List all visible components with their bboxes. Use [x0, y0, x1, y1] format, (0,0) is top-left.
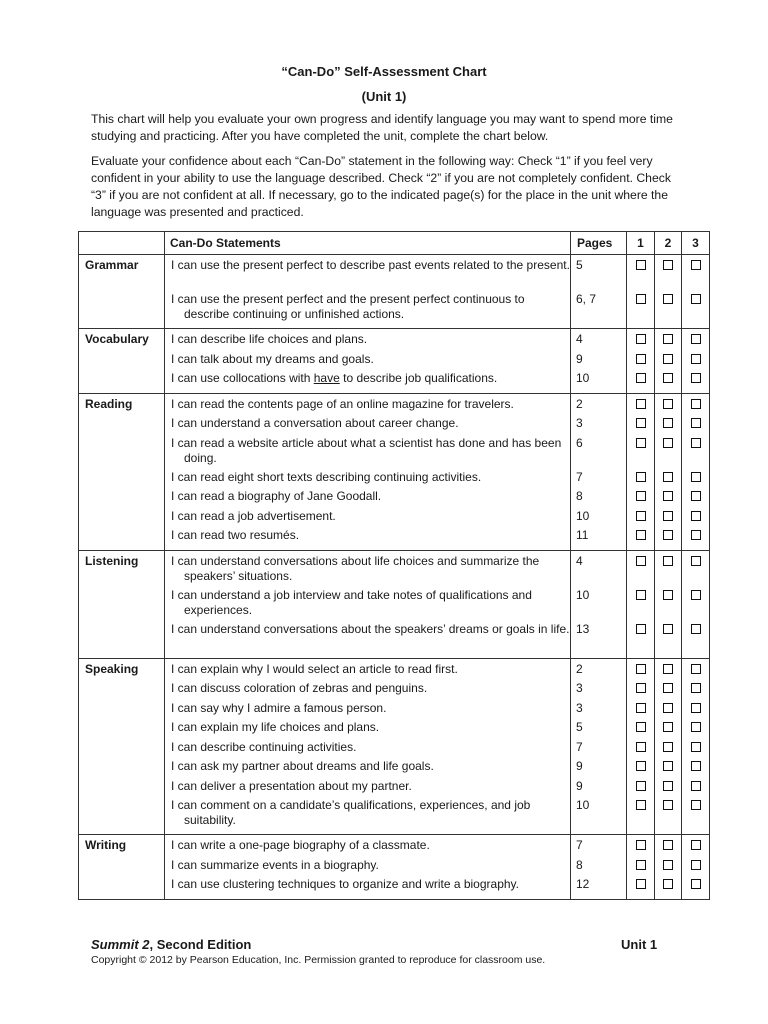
- page-reference: 6: [576, 435, 583, 450]
- confidence-3-checkbox[interactable]: [691, 742, 701, 752]
- confidence-2-checkbox[interactable]: [663, 860, 673, 870]
- statement: [165, 397, 570, 417]
- confidence-2-checkbox[interactable]: [663, 781, 673, 791]
- pages-cell: [571, 255, 627, 329]
- confidence-3-checkbox[interactable]: [691, 418, 701, 428]
- checkbox-slot: [682, 528, 709, 548]
- checkbox-slot: [655, 701, 681, 721]
- statement-text: I can understand conversations about the speakers’ dreams or goals in life.: [171, 621, 570, 636]
- statement-text: I can read a job advertisement.: [171, 508, 336, 523]
- confidence-2-checkbox[interactable]: [663, 624, 673, 634]
- page-reference: 9: [576, 778, 583, 793]
- statement: [165, 554, 570, 588]
- statement-text: I can summarize events in a biography.: [171, 857, 379, 872]
- confidence-3-checkbox[interactable]: [691, 800, 701, 810]
- table-row: [79, 550, 710, 658]
- page-reference: 12: [576, 877, 590, 891]
- confidence-3-checkbox[interactable]: [691, 472, 701, 482]
- confidence-2-checkbox[interactable]: [663, 761, 673, 771]
- page-reference: 2: [576, 661, 583, 676]
- checkbox-slot: [655, 740, 681, 760]
- confidence-2-checkbox[interactable]: [663, 556, 673, 566]
- confidence-3-checkbox[interactable]: [691, 260, 701, 270]
- self-assessment-table: [78, 231, 710, 900]
- checkbox-column-3: [682, 393, 710, 550]
- table-row: [79, 658, 710, 835]
- checkbox-slot: [627, 470, 654, 490]
- footer-unit: Unit 1: [621, 937, 658, 952]
- confidence-2-checkbox[interactable]: [663, 472, 673, 482]
- checkbox-slot: [627, 622, 654, 656]
- confidence-1-checkbox[interactable]: [636, 354, 646, 364]
- checkbox-slot: [627, 588, 654, 622]
- statement: [165, 701, 570, 721]
- statement-underlined-word: have: [313, 371, 340, 385]
- statement-text: I can comment on a candidate’s qualifications, experiences, and job suitability.: [171, 798, 531, 827]
- page-reference: 4: [576, 553, 583, 568]
- checkbox-slot: [655, 352, 681, 372]
- checkbox-slot: [655, 681, 681, 701]
- statement-text: I can understand conversations about life choices and summarize the speakers’ situations.: [171, 553, 540, 583]
- checkbox-column-1: [627, 329, 655, 394]
- confidence-1-checkbox[interactable]: [636, 683, 646, 693]
- confidence-1-checkbox[interactable]: [636, 472, 646, 482]
- checkbox-slot: [682, 509, 709, 529]
- confidence-1-checkbox[interactable]: [636, 590, 646, 600]
- checkbox-column-1: [627, 255, 655, 329]
- confidence-1-checkbox[interactable]: [636, 800, 646, 810]
- statement-text: I can say why I admire a famous person.: [171, 700, 387, 715]
- category-cell: Speaking: [79, 658, 165, 835]
- page-reference: 9: [576, 759, 583, 773]
- confidence-1-checkbox[interactable]: [636, 334, 646, 344]
- book-title-name: Summit 2: [91, 937, 150, 952]
- checkbox-column-1: [627, 658, 655, 835]
- checkbox-slot: [655, 588, 681, 622]
- confidence-3-checkbox[interactable]: [691, 879, 701, 889]
- page-reference: 6, 7: [576, 292, 597, 306]
- statement: [165, 371, 570, 391]
- checkbox-slot: [655, 436, 681, 470]
- page-reference: 7: [576, 838, 583, 852]
- statements-cell: [165, 329, 571, 394]
- confidence-2-checkbox[interactable]: [663, 511, 673, 521]
- page-reference: 2: [576, 396, 583, 411]
- confidence-3-checkbox[interactable]: [691, 530, 701, 540]
- statement: [165, 258, 570, 292]
- page-reference: 5: [576, 720, 583, 734]
- checkbox-slot: [682, 838, 709, 858]
- confidence-1-checkbox[interactable]: [636, 530, 646, 540]
- checkbox-slot: [627, 798, 654, 832]
- confidence-1-checkbox[interactable]: [636, 373, 646, 383]
- category-cell: Writing: [79, 835, 165, 900]
- checkbox-slot: [682, 759, 709, 779]
- book-title: [91, 937, 251, 952]
- checkbox-slot: [655, 662, 681, 682]
- confidence-3-checkbox[interactable]: [691, 294, 701, 304]
- checkbox-slot: [655, 798, 681, 832]
- page-reference: 3: [576, 681, 583, 695]
- page-reference: 10: [576, 798, 590, 812]
- statement-text: I can understand a conversation about career change.: [171, 416, 459, 430]
- checkbox-slot: [627, 332, 654, 352]
- table-row: [79, 255, 710, 329]
- checkbox-slot: [655, 509, 681, 529]
- checkbox-column-2: [655, 393, 682, 550]
- page-reference: 4: [576, 332, 583, 346]
- pages-cell: [571, 658, 627, 835]
- confidence-2-checkbox[interactable]: [663, 418, 673, 428]
- confidence-1-checkbox[interactable]: [636, 840, 646, 850]
- statement: [165, 509, 570, 529]
- page-reference: 13: [576, 621, 590, 636]
- category-header: [79, 232, 165, 255]
- checkbox-slot: [655, 470, 681, 490]
- checkbox-slot: [682, 779, 709, 799]
- page-reference: 11: [576, 528, 589, 542]
- checkbox-slot: [655, 759, 681, 779]
- confidence-2-checkbox[interactable]: [663, 879, 673, 889]
- book-edition: , Second Edition: [149, 937, 252, 952]
- statements-cell: [165, 658, 571, 835]
- confidence-2-checkbox[interactable]: [663, 438, 673, 448]
- table-row: [79, 393, 710, 550]
- confidence-1-checkbox[interactable]: [636, 664, 646, 674]
- copyright-notice: Copyright © 2012 by Pearson Education, Inc. Permission granted to reproduce for classroom use.: [91, 954, 546, 966]
- column-2-header: 2: [655, 232, 682, 255]
- statement: [165, 588, 570, 622]
- confidence-3-checkbox[interactable]: [691, 840, 701, 850]
- confidence-2-checkbox[interactable]: [663, 664, 673, 674]
- checkbox-slot: [627, 838, 654, 858]
- page-reference: 10: [576, 508, 590, 523]
- statement-text: I can use clustering techniques to organize and write a biography.: [171, 877, 519, 891]
- statement: [165, 662, 570, 682]
- confidence-3-checkbox[interactable]: [691, 438, 701, 448]
- checkbox-column-3: [682, 550, 710, 658]
- checkbox-slot: [682, 397, 709, 417]
- confidence-1-checkbox[interactable]: [636, 860, 646, 870]
- statement-text: I can explain why I would select an article to read first.: [171, 661, 458, 676]
- checkbox-slot: [627, 436, 654, 470]
- statement-text-part: I can use collocations with: [171, 371, 314, 385]
- confidence-3-checkbox[interactable]: [691, 354, 701, 364]
- checkbox-slot: [627, 528, 654, 548]
- checkbox-slot: [627, 371, 654, 391]
- checkbox-column-3: [682, 658, 710, 835]
- page-reference: 7: [576, 469, 583, 484]
- column-3-header: 3: [682, 232, 710, 255]
- page-reference: 10: [576, 371, 590, 385]
- statements-cell: [165, 255, 571, 329]
- checkbox-slot: [682, 740, 709, 760]
- category-cell: Reading: [79, 393, 165, 550]
- checkbox-column-2: [655, 835, 682, 900]
- checkbox-slot: [627, 877, 654, 897]
- page-reference: 10: [576, 587, 590, 602]
- confidence-3-checkbox[interactable]: [691, 491, 701, 501]
- statements-cell: [165, 835, 571, 900]
- checkbox-slot: [627, 662, 654, 682]
- confidence-2-checkbox[interactable]: [663, 742, 673, 752]
- table-row: [79, 329, 710, 394]
- confidence-2-checkbox[interactable]: [663, 294, 673, 304]
- statement: [165, 622, 570, 656]
- category-cell: Grammar: [79, 255, 165, 329]
- checkbox-slot: [682, 258, 709, 292]
- statement-text: I can use the present perfect to describe past events related to the present.: [171, 258, 570, 272]
- checkbox-slot: [627, 720, 654, 740]
- statement: [165, 779, 570, 799]
- checkbox-slot: [682, 877, 709, 897]
- statement: [165, 759, 570, 779]
- page-reference: 8: [576, 857, 583, 872]
- checkbox-slot: [655, 779, 681, 799]
- checkbox-column-2: [655, 255, 682, 329]
- confidence-3-checkbox[interactable]: [691, 590, 701, 600]
- confidence-2-checkbox[interactable]: [663, 683, 673, 693]
- statement-text: I can ask my partner about dreams and life goals.: [171, 759, 434, 773]
- confidence-3-checkbox[interactable]: [691, 722, 701, 732]
- statement: [165, 528, 570, 548]
- checkbox-slot: [682, 332, 709, 352]
- page-reference: 7: [576, 739, 583, 754]
- checkbox-column-2: [655, 550, 682, 658]
- checkbox-slot: [682, 622, 709, 656]
- confidence-3-checkbox[interactable]: [691, 373, 701, 383]
- confidence-1-checkbox[interactable]: [636, 761, 646, 771]
- confidence-1-checkbox[interactable]: [636, 260, 646, 270]
- statements-cell: [165, 550, 571, 658]
- page-reference: 8: [576, 489, 583, 503]
- confidence-3-checkbox[interactable]: [691, 761, 701, 771]
- page-reference: 3: [576, 700, 583, 715]
- statement: [165, 798, 570, 832]
- confidence-2-checkbox[interactable]: [663, 590, 673, 600]
- checkbox-slot: [627, 701, 654, 721]
- checkbox-slot: [682, 554, 709, 588]
- confidence-2-checkbox[interactable]: [663, 491, 673, 501]
- table-row: [79, 835, 710, 900]
- confidence-2-checkbox[interactable]: [663, 373, 673, 383]
- checkbox-slot: [655, 720, 681, 740]
- confidence-1-checkbox[interactable]: [636, 742, 646, 752]
- checkbox-column-2: [655, 329, 682, 394]
- checkbox-slot: [682, 352, 709, 372]
- statement-text: I can read the contents page of an online magazine for travelers.: [171, 396, 514, 411]
- checkbox-column-2: [655, 658, 682, 835]
- statement: [165, 470, 570, 490]
- checkbox-slot: [627, 352, 654, 372]
- confidence-1-checkbox[interactable]: [636, 879, 646, 889]
- statement-text: I can explain my life choices and plans.: [171, 720, 380, 734]
- statement-text: [171, 371, 570, 386]
- checkbox-slot: [682, 588, 709, 622]
- pages-cell: [571, 329, 627, 394]
- category-cell: Vocabulary: [79, 329, 165, 394]
- statement: [165, 332, 570, 352]
- checkbox-slot: [655, 622, 681, 656]
- checkbox-slot: [682, 436, 709, 470]
- statement: [165, 681, 570, 701]
- statement: [165, 436, 570, 470]
- statement-text: I can describe life choices and plans.: [171, 332, 368, 346]
- statement: [165, 352, 570, 372]
- checkbox-slot: [655, 258, 681, 292]
- checkbox-slot: [682, 720, 709, 740]
- confidence-1-checkbox[interactable]: [636, 556, 646, 566]
- checkbox-slot: [682, 489, 709, 509]
- confidence-3-checkbox[interactable]: [691, 860, 701, 870]
- checkbox-slot: [655, 489, 681, 509]
- statement-text-part: to describe job qualifications.: [339, 371, 498, 385]
- confidence-1-checkbox[interactable]: [636, 624, 646, 634]
- statement-text: I can use the present perfect and the present perfect continuous to describe continuing or unfinished actions.: [171, 292, 525, 321]
- confidence-2-checkbox[interactable]: [663, 334, 673, 344]
- checkbox-slot: [682, 292, 709, 326]
- checkbox-slot: [627, 759, 654, 779]
- statement: [165, 292, 570, 326]
- checkbox-slot: [655, 371, 681, 391]
- confidence-1-checkbox[interactable]: [636, 722, 646, 732]
- checkbox-slot: [627, 489, 654, 509]
- statement-text: I can read eight short texts describing continuing activities.: [171, 469, 482, 484]
- confidence-3-checkbox[interactable]: [691, 556, 701, 566]
- intro-paragraph: This chart will help you evaluate your own progress and identify language you may want to spend more time studying and practicing. After you have completed the unit, complete the chart below.: [91, 112, 673, 143]
- confidence-3-checkbox[interactable]: [691, 511, 701, 521]
- confidence-3-checkbox[interactable]: [691, 334, 701, 344]
- page-title: “Can-Do” Self-Assessment Chart: [281, 64, 487, 79]
- checkbox-slot: [655, 877, 681, 897]
- pages-cell: [571, 550, 627, 658]
- checkbox-slot: [655, 332, 681, 352]
- statement: [165, 489, 570, 509]
- checkbox-slot: [655, 292, 681, 326]
- table-header-row: [79, 232, 710, 255]
- checkbox-slot: [682, 858, 709, 878]
- checkbox-slot: [627, 258, 654, 292]
- confidence-1-checkbox[interactable]: [636, 418, 646, 428]
- checkbox-slot: [627, 554, 654, 588]
- checkbox-slot: [655, 397, 681, 417]
- confidence-3-checkbox[interactable]: [691, 683, 701, 693]
- checkbox-slot: [655, 554, 681, 588]
- checkbox-slot: [627, 397, 654, 417]
- checkbox-slot: [627, 416, 654, 436]
- checkbox-column-3: [682, 835, 710, 900]
- confidence-2-checkbox[interactable]: [663, 840, 673, 850]
- checkbox-slot: [682, 701, 709, 721]
- statement: [165, 720, 570, 740]
- checkbox-slot: [682, 371, 709, 391]
- checkbox-column-1: [627, 393, 655, 550]
- confidence-2-checkbox[interactable]: [663, 530, 673, 540]
- page-reference: 9: [576, 351, 583, 366]
- statement-text: I can read two resumés.: [171, 528, 300, 542]
- confidence-3-checkbox[interactable]: [691, 624, 701, 634]
- confidence-2-checkbox[interactable]: [663, 399, 673, 409]
- statement: [165, 858, 570, 878]
- instructions-paragraph: Evaluate your confidence about each “Can-Do” statement in the following way: Check “1” if you feel very confident in your ability to use the language described. Check “2” if you are not completely confident. Check “3” if you are not confident at all. If necessary, go to the indicated page(s) for the place in the unit where the language was presented and practiced.: [91, 154, 671, 219]
- confidence-1-checkbox[interactable]: [636, 399, 646, 409]
- checkbox-column-1: [627, 550, 655, 658]
- checkbox-slot: [655, 416, 681, 436]
- page-reference: 3: [576, 416, 583, 430]
- checkbox-slot: [627, 740, 654, 760]
- confidence-3-checkbox[interactable]: [691, 664, 701, 674]
- page-reference: 5: [576, 258, 583, 272]
- checkbox-slot: [655, 858, 681, 878]
- confidence-1-checkbox[interactable]: [636, 294, 646, 304]
- confidence-3-checkbox[interactable]: [691, 399, 701, 409]
- checkbox-slot: [627, 858, 654, 878]
- confidence-1-checkbox[interactable]: [636, 703, 646, 713]
- confidence-3-checkbox[interactable]: [691, 703, 701, 713]
- statements-cell: [165, 393, 571, 550]
- confidence-2-checkbox[interactable]: [663, 260, 673, 270]
- pages-cell: [571, 393, 627, 550]
- confidence-3-checkbox[interactable]: [691, 781, 701, 791]
- pages-header: Pages: [571, 232, 627, 255]
- statement-text: I can deliver a presentation about my partner.: [171, 778, 412, 793]
- checkbox-column-3: [682, 329, 710, 394]
- statements-header: Can-Do Statements: [165, 232, 571, 255]
- confidence-2-checkbox[interactable]: [663, 722, 673, 732]
- confidence-1-checkbox[interactable]: [636, 511, 646, 521]
- statement-text: I can read a biography of Jane Goodall.: [171, 489, 382, 503]
- checkbox-slot: [627, 779, 654, 799]
- checkbox-slot: [682, 470, 709, 490]
- statement-text: I can discuss coloration of zebras and penguins.: [171, 681, 428, 695]
- checkbox-slot: [682, 681, 709, 701]
- confidence-2-checkbox[interactable]: [663, 703, 673, 713]
- confidence-1-checkbox[interactable]: [636, 781, 646, 791]
- statement-text: I can write a one-page biography of a classmate.: [171, 838, 430, 852]
- checkbox-column-1: [627, 835, 655, 900]
- checkbox-slot: [627, 292, 654, 326]
- page-subtitle: (Unit 1): [361, 89, 407, 104]
- checkbox-slot: [627, 509, 654, 529]
- checkbox-slot: [682, 798, 709, 832]
- checkbox-slot: [682, 416, 709, 436]
- confidence-1-checkbox[interactable]: [636, 491, 646, 501]
- confidence-2-checkbox[interactable]: [663, 354, 673, 364]
- confidence-2-checkbox[interactable]: [663, 800, 673, 810]
- statement: [165, 877, 570, 897]
- checkbox-slot: [682, 662, 709, 682]
- statement-text: I can talk about my dreams and goals.: [171, 351, 374, 366]
- confidence-1-checkbox[interactable]: [636, 438, 646, 448]
- column-1-header: 1: [627, 232, 655, 255]
- statement-text: I can read a website article about what a scientist has done and has been doing.: [171, 435, 562, 465]
- category-cell: Listening: [79, 550, 165, 658]
- statement-text: I can describe continuing activities.: [171, 739, 357, 754]
- checkbox-slot: [627, 681, 654, 701]
- statement: [165, 838, 570, 858]
- checkbox-slot: [655, 838, 681, 858]
- statement: [165, 740, 570, 760]
- checkbox-slot: [655, 528, 681, 548]
- pages-cell: [571, 835, 627, 900]
- statement-text: I can understand a job interview and take notes of qualifications and experiences.: [171, 587, 532, 617]
- statement: [165, 416, 570, 436]
- checkbox-column-3: [682, 255, 710, 329]
